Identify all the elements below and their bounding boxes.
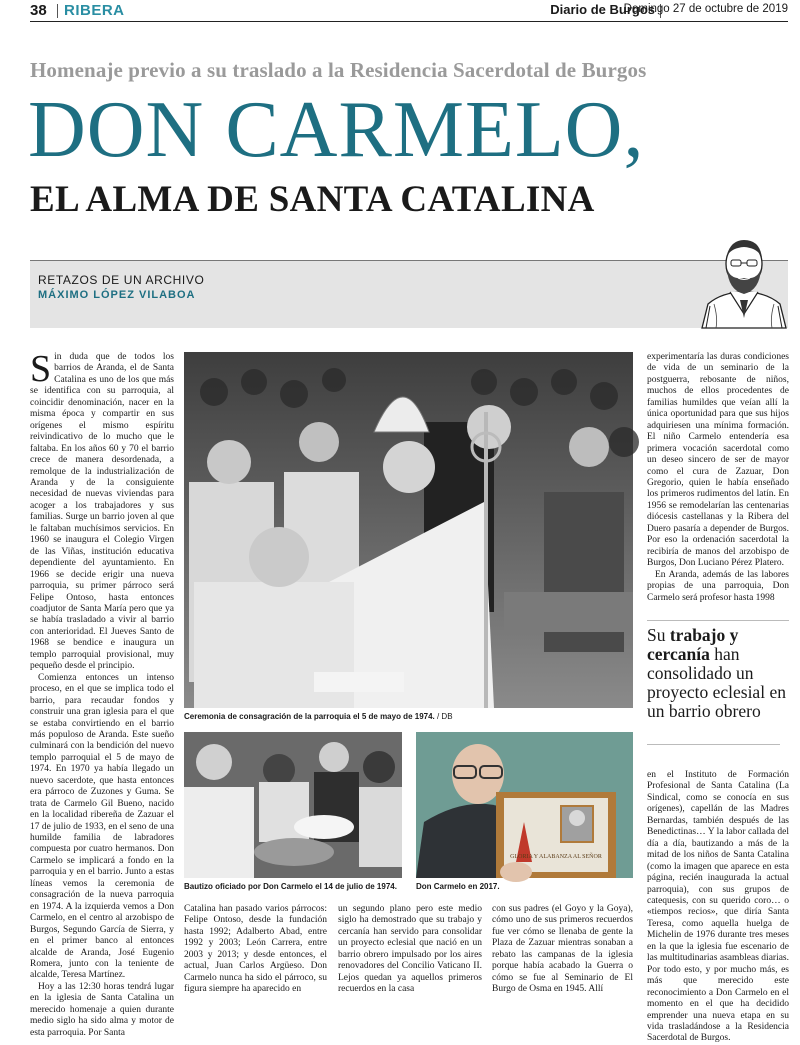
author-name: MÁXIMO LÓPEZ VILABOA bbox=[38, 289, 196, 301]
page-header bbox=[30, 0, 788, 22]
portrait-photo-caption: Don Carmelo en 2017. bbox=[416, 882, 500, 891]
newspaper-name: Diario de Burgos bbox=[550, 2, 655, 17]
pull-quote-emphasis: trabajo y cercanía bbox=[647, 625, 739, 664]
article-column-2 bbox=[184, 904, 327, 996]
pull-quote: Su trabajo y cercanía han consolidado un proyecto eclesial en un barrio obrero bbox=[647, 620, 789, 721]
article-column-1 bbox=[30, 348, 174, 1038]
article-paragraph: con sus padres (el Goyo y la Goya), cómo uno de sus primeros recuerdos fue ver cómo se llenaba de gente la Plaza de Zazuar mientras sonaban a rebato las campanas de la iglesia porque había acabado la Guerra o cómo se fue al Seminario de El Burgo de Osma en 1945. Allí bbox=[492, 904, 633, 995]
series-name: RETAZOS DE UN ARCHIVO bbox=[38, 273, 205, 287]
author-caricature-illustration bbox=[700, 228, 788, 328]
article-subheadline: EL ALMA DE SANTA CATALINA bbox=[30, 179, 595, 220]
article-paragraph: En Aranda, además de las labores propias de una parroquia, Don Carmelo será profesor hasta 1998 bbox=[647, 569, 789, 603]
page-number: 38 bbox=[30, 2, 47, 19]
article-paragraph: un segundo plano pero este medio siglo ha demostrado que su trabajo y cercanía han servido para consolidar un proyecto eclesial que nació en un barrio obrero impulsado por los aires renovadores del Concilio Vaticano II. Lejos quedan ya aquellos primeros recuerdos en la casa bbox=[338, 904, 482, 995]
consecration-ceremony-photo bbox=[184, 352, 633, 708]
article-column-3 bbox=[338, 904, 482, 996]
article-paragraph: in duda que de todos los barrios de Aranda, el de Santa Catalina es uno de los que más se identifica con su parroquia, al coincidir denominación, nacer en la misma época y compartir en sus orígenes el mismo espíritu reivindicativo de lo mucho que le faltaba. En los años 60 y 70 el barrio crece de manera desordenada, a remolque de la industrialización de Aranda y de la consiguiente necesidad de nuevas viviendas para acoger a los trabajadores y sus familias. Surge un barrio joven al que le faltaban muchísimos servicios. En 1960 se inaugura el Colegio Virgen de las Viñas, institución educativa dependiente del ayuntamiento. En 1966 se decide erigir una nueva parroquia, su primer párroco será Felipe Ontoso, hasta entonces coadjutor de Santa María pero que ya se había trasladado a vivir al barrio con anterioridad. El Jueves Santo de 1968 se bendice e inaugura un templo parroquial provisional, muy pequeño desde el principio. bbox=[30, 352, 174, 672]
article-column-5 bbox=[647, 352, 789, 608]
article-column-4 bbox=[492, 904, 633, 996]
article-column-6 bbox=[647, 770, 789, 1044]
article-paragraph: Hoy a las 12:30 horas tendrá lugar en la iglesia de Santa Catalina un merecido homenaje a quien durante medio siglo ha sido alma y motor de esta parroquia. Por Santa bbox=[30, 981, 174, 1038]
article-headline: DON CARMELO, bbox=[28, 86, 645, 174]
article-paragraph: Catalina han pasado varios párrocos: Felipe Ontoso, desde la fundación hasta 1992; Adalberto Abad, entre 1992 y 2003; León Carrera, entre 2003 y 2013; y desde entonces, el actual, Juan Carlos Argüeso. Don Carmelo nunca ha sido el párroco, su figura siempre ha aparecido en bbox=[184, 904, 327, 995]
issue-date: Domingo 27 de octubre de 2019 bbox=[623, 3, 788, 15]
baptism-photo bbox=[184, 732, 402, 878]
header-divider bbox=[57, 4, 58, 18]
article-paragraph: Comienza entonces un intenso proceso, en el que se implica todo el barrio, para recaudar fondos y construir una gran iglesia para el que se estaba convirtiendo en el barrio más populoso de Aranda. Este sueño culminará con la bendición del nuevo templo parroquial el 5 de mayo de 1974. En 1970 ya había llegado un nuevo sacerdote, que hasta entonces era párroco de Zuzones y Guma. Se trata de Carmelo Gil Bueno, nacido en la localidad ribereña de Zazuar el 17 de julio de 1933, en el seno de una humilde familia de labradores compuesta por cuatro hermanos. Don Carmelo se implicará a fondo en la parroquia y en el barrio. Junto a estas líneas vemos la ceremonia de consagración de la nueva parroquia en 1974. A la izquierda vemos a Don Carmelo, en el centro al arzobispo de Burgos, Segundo García de Sierra, y en el primer banco al entonces alcalde de Aranda, José Eugenio Romera, junto con la teniente de alcalde, Teresa Martínez. bbox=[30, 672, 174, 981]
article-paragraph: experimentaría las duras condiciones de vida de un seminario de la postguerra, rebosante de niños, muchos de ellos procedentes de familias humildes que veían allí la única oportunidad para que sus hijos adquiriesen una mínima formación. El niño Carmelo entendería esa primera vocación sacerdotal como un deseo sincero de ser de mayor como el cura de Zazuar, Don Gregorio, quien le había enseñado los primeros rudimentos del latín. En 1956 se remodelarían las centenarias diócesis castellanas y la Ribera del Duero pasaría a depender de Burgos. Por eso la ordenación sacerdotal la recibiría de manos del arzobispo de Burgos, Don Luciano Pérez Platero. bbox=[647, 352, 789, 569]
main-photo-caption: Ceremonia de consagración de la parroquia el 5 de mayo de 1974. / DB bbox=[184, 712, 453, 721]
pull-quote-rule bbox=[647, 744, 780, 745]
frame-inscription: GLORIA Y ALABANZA AL SEÑOR bbox=[510, 854, 602, 860]
portrait-2017-photo bbox=[416, 732, 633, 878]
article-kicker: Homenaje previo a su traslado a la Residencia Sacerdotal de Burgos bbox=[30, 58, 647, 82]
photo-credit: / DB bbox=[434, 712, 453, 721]
baptism-photo-caption: Bautizo oficiado por Don Carmelo el 14 de julio de 1974. bbox=[184, 882, 397, 891]
drop-cap: S bbox=[30, 348, 52, 390]
article-paragraph: en el Instituto de Formación Profesional de Santa Catalina (La Sindical, como se conocía en sus orígenes), capellán de las Madres Bernardas, también después de las Benedictinas… Y la labor callada del día a día, bautizando a más de la mitad de los niños de Santa Catalina (como la imagen que aparece en esta página, recién inaugurada la actual parroquia), con sus grupos de catequesis, con su querido coro… o «tiempos recios», que diría Santa Teresa, como aquella huelga de Michelin de 1976 durante tres meses en la que la iglesia fue escenario de las multitudinarias asambleas diarias. Por todo esto, y por mucho más, es más que merecido este reconocimiento a Don Carmelo en el momento en el que ha decidido emprender una nueva etapa en su vida trasladándose a la Residencia Sacerdotal de Burgos. bbox=[647, 770, 789, 1044]
section-name: RIBERA bbox=[64, 2, 125, 19]
byline-box bbox=[30, 260, 788, 328]
